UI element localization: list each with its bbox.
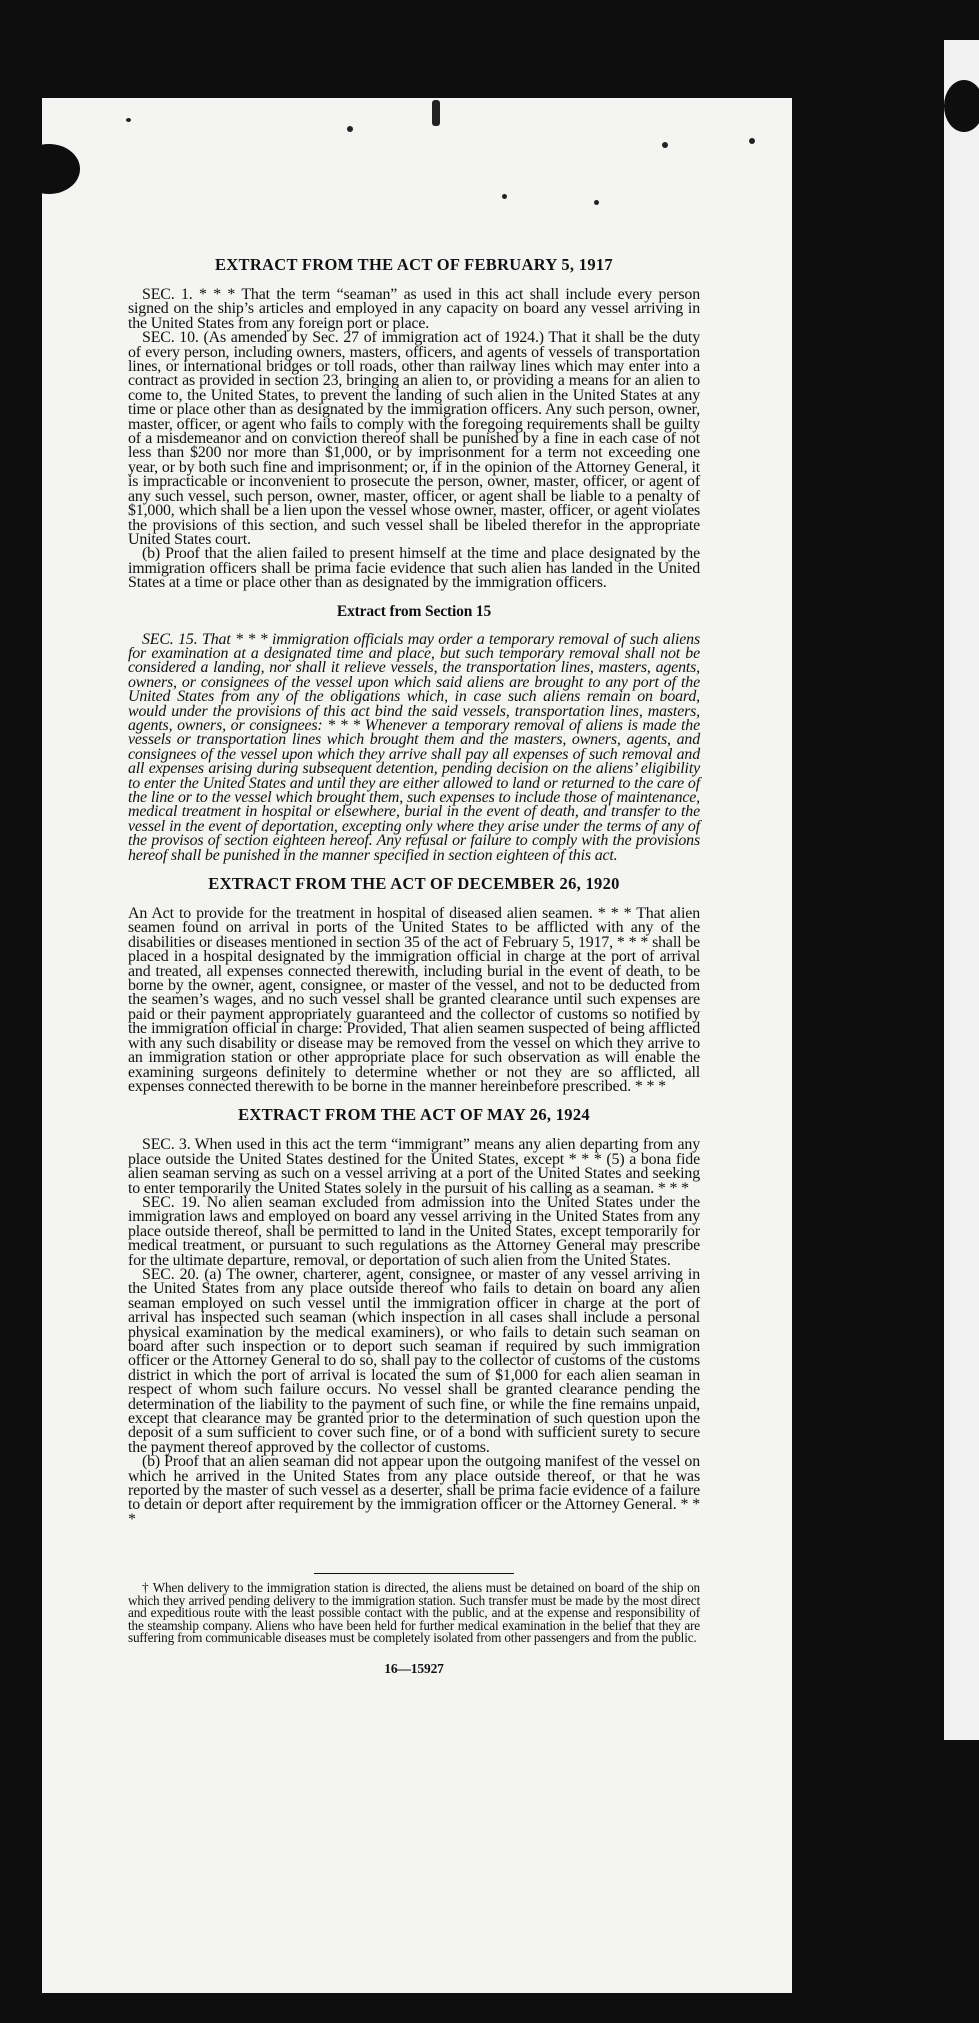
section-20b-paragraph: (b) Proof that an alien seaman did not appear upon the outgoing manifest of the vessel on which he arrived in the United States from any place outside thereof, or that he was reported by the master of such vessel as a deserter, shall be prima facie evidence of a failure to detain or deport after requirement by the immigration officer or the Attorney General. * * * xyxy=(128,1453,700,1528)
dust-speck xyxy=(126,118,131,122)
heading-section-15: Extract from Section 15 xyxy=(336,602,492,620)
adjacent-page-edge xyxy=(944,40,979,1740)
heading-act-feb-1917: EXTRACT FROM THE ACT OF FEBRUARY 5, 1917 xyxy=(215,255,613,274)
dust-speck xyxy=(749,138,755,144)
document-body xyxy=(128,256,700,1677)
section-15-paragraph: SEC. 15. That * * * immigration officials may order a temporary removal of such aliens for examination at a designated time and place, but such temporary removal shall not be considered a landing, nor shall it relieve vessels, the transportation lines, masters, agents, owners, or consignees of the vessel upon which said aliens are brought to any port of the United States from any of the obligations which, in case such aliens remain on board, would under the provisions of this act bind the said vessels, transportation lines, masters, agents, owners, or consignees: * * * Whenever a temporary removal of aliens is made the vessels or transportation lines which brought them and the masters, owners, agents, and consignees of the vessel upon which they arrive shall pay all expenses of such removal and all expenses arising during subsequent detention, pending decision on the aliens’ eligibility to enter the United States and until they are either allowed to land or returned to the care of the line or to the vessel which brought them, such expenses to include those of maintenance, medical treatment in hospital or elsewhere, burial in the event of death, and transfer to the vessel in the event of deportation, excepting only where they arise under the terms of any of the provisos of section eighteen hereof. Any refusal or failure to comply with the provisions hereof shall be punished in the manner specified in section eighteen of this act. xyxy=(128,630,700,864)
footnote: † When delivery to the immigration station is directed, the aliens must be detained on board of the ship on which they arrived pending delivery to the immigration station. Such transfer must be made by the most direct and expeditious route with the least possible contact with the public, and at the expense and responsibility of the steamship company. Aliens who have been held for further medical examination in the belief that they are suffering from communicable diseases must be completely isolated from other passengers and from the public. xyxy=(128,1580,700,1645)
section-1-paragraph: SEC. 1. * * * That the term “seaman” as used in this act shall include every person signed on the ship’s articles and employed in any capacity on board any vessel arriving in the United States from any foreign port or place. xyxy=(128,286,700,332)
section-10b-paragraph: (b) Proof that the alien failed to present himself at the time and place designated by the immigration officers shall be prima facie evidence that such alien has landed in the United States at a time or place other than as designated by the immigration officers. xyxy=(128,545,700,592)
section-3-paragraph: SEC. 3. When used in this act the term “immigrant” means any alien departing from any place outside the United States destined for the United States, except * * * (5) a bona fide alien seaman serving as such on a vessel arriving at a port of the United States and seeking to enter temporarily the United States solely in the pursuit of his calling as a seaman. * * * xyxy=(128,1136,700,1197)
dust-speck xyxy=(432,100,440,126)
heading-act-may-1924: EXTRACT FROM THE ACT OF MAY 26, 1924 xyxy=(238,1105,590,1125)
dust-speck xyxy=(662,142,668,148)
section-20a-paragraph: SEC. 20. (a) The owner, charterer, agent, consignee, or master of any vessel arriving in the United States from any place outside thereof who fails to detain on board any alien seaman employed on such vessel until the immigration officer in charge at the port of arrival has inspected such seaman (which inspection in all cases shall include a personal physical examination by the medical examiners), or who fails to detain such seaman on board after such inspection or to deport such seaman if required by such immigration officer or the Attorney General to do so, shall pay to the collector of customs of the customs district in which the port of arrival is located the sum of $1,000 for each alien seaman in respect of whom such failure occurs. No vessel shall be granted clearance pending the determination of the liability to the payment of such fine, or while the fine remains unpaid, except that clearance may be granted prior to the determination of such question upon the deposit of a sum sufficient to cover such fine, or of a bond with sufficient surety to secure the payment thereof approved by the collector of customs. xyxy=(128,1265,700,1456)
footnote-divider xyxy=(314,1573,514,1574)
heading-act-dec-1920: EXTRACT FROM THE ACT OF DECEMBER 26, 1920 xyxy=(208,874,620,894)
form-code: 16—15927 xyxy=(384,1661,444,1677)
act-1920-paragraph: An Act to provide for the treatment in hospital of diseased alien seamen. * * * That alien seamen found on arrival in ports of the United States to be afflicted with any of the disabilities or diseases mentioned in section 35 of the act of February 5, 1917, * * * shall be placed in a hospital designated by the immigration official in charge at the port of arrival and treated, all expenses connected therewith, including burial in the event of death, to be borne by the owner, agent, consignee, or master of the vessel, and not to be deducted from the seamen’s wages, and no such vessel shall be granted clearance until such expenses are paid or their payment appropriately guaranteed and the collector of customs so notified by the immigration official in charge: Provided, That alien seamen suspected of being afflicted with any such disability or disease may be removed from the vessel on which they arrive to an immigration station or other appropriate place for such observation as will enable the examining surgeons definitely to determine whether or not they are so afflicted, all expenses connected therewith to be borne in the manner hereinbefore prescribed. * * * xyxy=(128,905,700,1095)
dust-speck xyxy=(594,200,599,205)
dust-speck xyxy=(502,194,507,199)
section-10-paragraph: SEC. 10. (As amended by Sec. 27 of immigration act of 1924.) That it shall be the duty of every person, including owners, masters, officers, and agents of vessels of transportation lines, or international bridges or toll roads, other than railway lines which may enter into a contract as provided in section 23, bringing an alien to, or providing a means for an alien to come to, the United States, to prevent the landing of such alien in the United States at any time or place other than as designated by the immigration officers. Any such person, owner, master, officer, or agent who fails to comply with the foregoing requirements shall be guilty of a misdemeanor and on conviction thereof shall be punished by a fine in each case of not less than $200 nor more than $1,000, or by imprisonment for a term not exceeding one year, or by both such fine and imprisonment; or, if in the opinion of the Attorney General, it is impracticable or inconvenient to prosecute the person, owner, master, officer, or agent of any such vessel, such person, owner, master, officer, or agent shall be liable to a penalty of $1,000, which shall be a lien upon the vessel whose owner, master, officer, or agent violates the provisions of this section, and such vessel shall be libeled therefor in the appropriate United States court. xyxy=(128,329,700,548)
section-19-paragraph: SEC. 19. No alien seaman excluded from admission into the United States under the immigration laws and employed on board any vessel arriving in the United States from any place outside thereof, shall be permitted to land in the United States, except temporarily for medical treatment, or pursuant to such regulations as the Attorney General may prescribe for the ultimate departure, removal, or deportation of such alien from the United States. xyxy=(128,1193,700,1269)
punch-hole xyxy=(42,144,80,194)
document-page xyxy=(42,98,792,1993)
adjacent-page-punch-hole xyxy=(944,80,979,132)
dust-speck xyxy=(347,126,353,132)
